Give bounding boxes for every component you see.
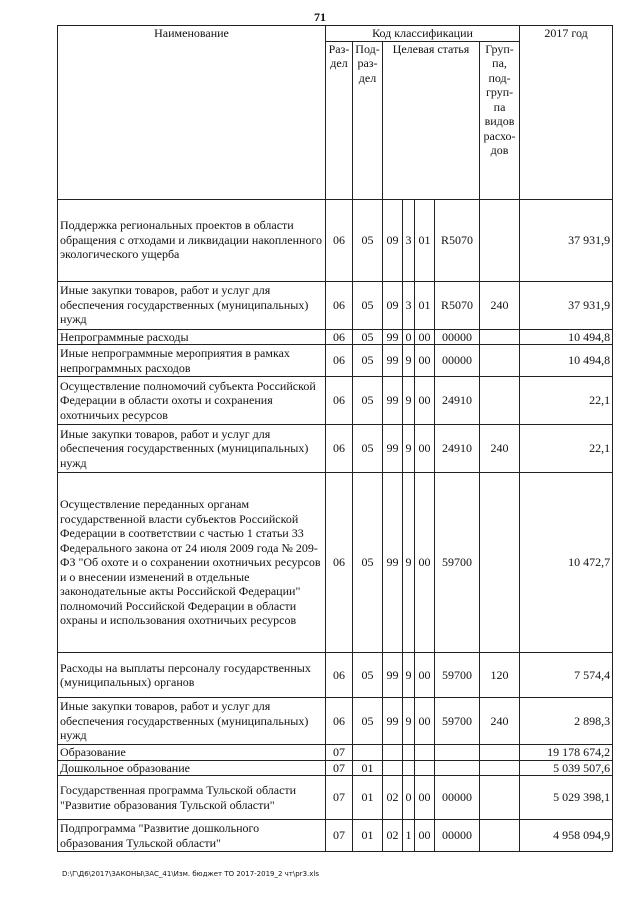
cell-t3: 01 [415,199,435,281]
header-subsection-text: Под- раз- дел [355,41,380,85]
cell-vr [480,345,520,377]
cell-pr [353,745,383,761]
cell-t2: 3 [403,199,415,281]
table-row [58,653,613,698]
cell-name: Поддержка региональных проектов в области обращения с отходами и ликвидации накопленного экологического ущерба [58,199,326,281]
cell-t4: R5070 [435,199,480,281]
header-name: Наименование [58,26,326,200]
cell-pr: 05 [353,329,383,345]
cell-t3 [415,760,435,776]
cell-t2: 9 [403,377,415,425]
cell-name: Иные закупки товаров, работ и услуг для обеспечения государственных (муниципальных) нужд [58,281,326,329]
table-row [58,745,613,761]
cell-t3: 00 [415,377,435,425]
cell-vr [480,745,520,761]
cell-rz: 06 [326,329,353,345]
cell-t2: 9 [403,473,415,653]
cell-amount: 19 178 674,2 [520,745,613,761]
cell-t3: 00 [415,820,435,852]
cell-name: Образование [58,745,326,761]
cell-name: Непрограммные расходы [58,329,326,345]
cell-rz: 06 [326,653,353,698]
cell-name: Иные непрограммные мероприятия в рамках непрограммных расходов [58,345,326,377]
cell-t4: 24910 [435,377,480,425]
cell-amount: 37 931,9 [520,199,613,281]
cell-t4: 00000 [435,776,480,820]
cell-amount: 10 494,8 [520,329,613,345]
header-section-text: Раз- дел [328,41,350,70]
cell-t4: 00000 [435,329,480,345]
cell-t1: 99 [383,473,403,653]
file-path-footer: D:\Г\Д6\2017\ЗАКОНЫ\ЗАС_41\Изм. бюджет ТО 2017-2019_2 чт\pr3.xls [62,870,319,878]
header-subsection [353,41,383,199]
cell-pr: 05 [353,653,383,698]
cell-vr [480,820,520,852]
cell-rz: 07 [326,820,353,852]
cell-rz: 06 [326,345,353,377]
cell-t3 [415,745,435,761]
cell-name: Расходы на выплаты персоналу государственных (муниципальных) органов [58,653,326,698]
cell-t2 [403,760,415,776]
cell-t2: 9 [403,345,415,377]
cell-rz: 06 [326,377,353,425]
cell-vr [480,776,520,820]
cell-t1: 99 [383,377,403,425]
header-year: 2017 год [520,26,613,200]
cell-t2: 9 [403,653,415,698]
header-target: Целевая статья [383,41,480,199]
cell-amount: 5 029 398,1 [520,776,613,820]
cell-t1: 99 [383,653,403,698]
cell-t2 [403,745,415,761]
cell-pr: 01 [353,776,383,820]
cell-t1: 99 [383,425,403,473]
header-row-1 [58,26,613,42]
cell-name: Осуществление переданных органам государственной власти субъектов Российской Федерации в соответствии с частью 1 статьи 33 Федерального закона от 24 июля 2009 года № 209-ФЗ "Об охоте и о сохранении охотничьих ресурсов и о внесении изменений в отдельные законодательные акты Российской Федерации" полномочий Российской Федерации в области охраны и использования охотничьих ресурсов [58,473,326,653]
cell-vr: 120 [480,653,520,698]
cell-t1: 02 [383,820,403,852]
table-row [58,820,613,852]
header-code: Код классификации [326,26,520,42]
cell-pr: 01 [353,760,383,776]
cell-amount: 10 494,8 [520,345,613,377]
cell-vr [480,377,520,425]
cell-t3: 00 [415,345,435,377]
cell-rz: 06 [326,473,353,653]
table-row [58,473,613,653]
cell-pr: 05 [353,345,383,377]
cell-t2: 3 [403,281,415,329]
cell-t2: 9 [403,698,415,745]
cell-name: Осуществление полномочий субъекта Российской Федерации в области охоты и сохранения охотничьих ресурсов [58,377,326,425]
table-row [58,345,613,377]
cell-t4: 00000 [435,820,480,852]
cell-amount: 22,1 [520,425,613,473]
cell-t1 [383,760,403,776]
cell-t4 [435,760,480,776]
cell-rz: 06 [326,425,353,473]
cell-vr: 240 [480,698,520,745]
cell-pr: 05 [353,281,383,329]
table-row [58,698,613,745]
cell-t4: 59700 [435,653,480,698]
cell-vr: 240 [480,425,520,473]
table-row [58,760,613,776]
cell-vr [480,199,520,281]
cell-rz: 06 [326,698,353,745]
cell-vr [480,760,520,776]
cell-pr: 05 [353,425,383,473]
cell-rz: 07 [326,760,353,776]
table-row [58,776,613,820]
cell-t1 [383,745,403,761]
cell-t1: 99 [383,698,403,745]
cell-pr: 05 [353,199,383,281]
cell-vr [480,473,520,653]
cell-amount: 22,1 [520,377,613,425]
cell-t1: 09 [383,281,403,329]
cell-t4: 59700 [435,698,480,745]
cell-t3: 00 [415,776,435,820]
budget-table [57,25,613,852]
cell-amount: 7 574,4 [520,653,613,698]
table-row [58,425,613,473]
page-number: 71 [314,10,326,24]
cell-rz: 06 [326,199,353,281]
cell-vr: 240 [480,281,520,329]
cell-t3: 01 [415,281,435,329]
header-group-text: Груп- па, под- груп- па видов расхо- дов [483,41,516,157]
table-row [58,329,613,345]
cell-t3: 00 [415,698,435,745]
cell-pr: 05 [353,473,383,653]
cell-name: Дошкольное образование [58,760,326,776]
cell-name: Государственная программа Тульской области "Развитие образования Тульской области" [58,776,326,820]
cell-t4: 24910 [435,425,480,473]
cell-amount: 2 898,3 [520,698,613,745]
cell-rz: 07 [326,776,353,820]
cell-t3: 00 [415,425,435,473]
cell-t1: 99 [383,329,403,345]
cell-amount: 4 958 094,9 [520,820,613,852]
cell-rz: 06 [326,281,353,329]
cell-name: Иные закупки товаров, работ и услуг для обеспечения государственных (муниципальных) нужд [58,698,326,745]
header-section [326,41,353,199]
cell-rz: 07 [326,745,353,761]
cell-pr: 01 [353,820,383,852]
cell-pr: 05 [353,377,383,425]
table-row [58,281,613,329]
table-row [58,377,613,425]
header-group [480,41,520,199]
cell-t2: 9 [403,425,415,473]
cell-t1: 02 [383,776,403,820]
cell-pr: 05 [353,698,383,745]
cell-t4: 00000 [435,345,480,377]
cell-name: Иные закупки товаров, работ и услуг для обеспечения государственных (муниципальных) нужд [58,425,326,473]
cell-t4: R5070 [435,281,480,329]
cell-amount: 10 472,7 [520,473,613,653]
cell-t2: 0 [403,329,415,345]
cell-t2: 0 [403,776,415,820]
cell-t3: 00 [415,653,435,698]
cell-t4: 59700 [435,473,480,653]
table-row [58,199,613,281]
cell-t4 [435,745,480,761]
cell-name: Подпрограмма "Развитие дошкольного образования Тульской области" [58,820,326,852]
cell-vr [480,329,520,345]
cell-t2: 1 [403,820,415,852]
cell-amount: 5 039 507,6 [520,760,613,776]
cell-t3: 00 [415,473,435,653]
cell-t1: 99 [383,345,403,377]
cell-t3: 00 [415,329,435,345]
cell-amount: 37 931,9 [520,281,613,329]
cell-t1: 09 [383,199,403,281]
